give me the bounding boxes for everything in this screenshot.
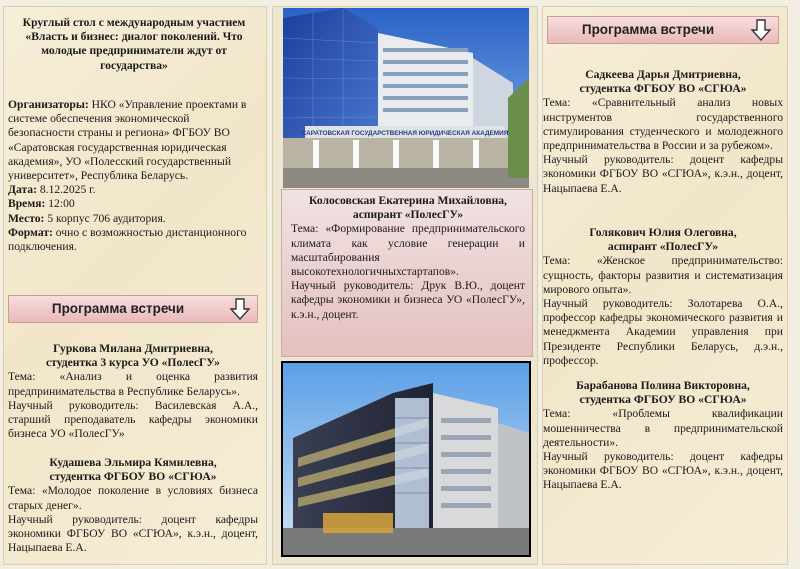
speaker-2 <box>8 456 258 555</box>
speaker-role: студентка ФГБОУ ВО «СГЮА» <box>49 470 217 484</box>
speaker-advisor: Научный руководитель: Друк В.Ю., доцент кафедры экономики и бизнеса УО «ПолесГУ», к.э.н., доцент. <box>291 279 525 321</box>
program-header-left <box>8 295 258 323</box>
speaker-name: Гуркова Милана Дмитриевна, <box>53 342 213 355</box>
speaker-advisor: Научный руководитель: Василевская А.А., старший преподаватель кафедры экономики бизнеса УО «ПолесГУ» <box>8 398 258 441</box>
speaker-role: студентка ФГБОУ ВО «СГЮА» <box>579 82 747 96</box>
speaker-topic: Тема: «Женское предпринимательство: сущность, факторы развития и систематизация мирового опыта». <box>543 254 783 296</box>
speaker-advisor: Научный руководитель: доцент кафедры экономики ФГБОУ ВО «СГЮА», к.э.н., доцент, Нацыпаева Е.А. <box>8 512 258 555</box>
speaker-topic: Тема: «Проблемы квалификации мошенничества в предпринимательской деятельности». <box>543 407 783 449</box>
speaker-topic: Тема: «Формирование предпринимательского климата как условие генерации и масштабирования высокотехнологичныхстартапов». <box>291 222 525 279</box>
speaker-role: студентка ФГБОУ ВО «СГЮА» <box>579 393 747 407</box>
speaker-name: Садкеева Дарья Дмитриевна, <box>585 68 741 81</box>
down-arrow-icon <box>229 298 251 320</box>
event-title <box>14 16 254 73</box>
place-label: Место: <box>8 211 45 225</box>
speaker-topic: Тема: «Анализ и оценка развития предпринимательства в Республике Беларусь». <box>8 370 258 398</box>
speaker-name: Барабанова Полина Викторовна, <box>576 379 750 392</box>
speaker-5 <box>543 226 783 368</box>
speaker-role: студентка 3 курса УО «ПолесГУ» <box>46 356 220 370</box>
down-arrow-icon <box>750 19 772 41</box>
speaker-topic: Тема: «Сравнительный анализ новых инструментов государственного стимулирования студенческого и молодежного предпринимательства в России и за рубежом». <box>543 96 783 153</box>
speaker-name: Кудашева Эльмира Кямилевна, <box>49 456 217 469</box>
speaker-name: Колосовская Екатерина Михайловна, <box>309 194 507 207</box>
university-building-photo <box>281 361 531 557</box>
speaker-advisor: Научный руководитель: доцент кафедры экономики ФГБОУ ВО «СГЮА», к.э.н., доцент, Нацыпаева Е.А. <box>543 450 783 492</box>
time-line <box>8 197 258 211</box>
speaker-3 <box>291 194 525 322</box>
speaker-topic: Тема: «Молодое поколение в условиях бизнеса старых денег». <box>8 484 258 512</box>
date-label: Дата: <box>8 183 37 197</box>
date-value: 8.12.2025 г. <box>36 183 96 197</box>
academy-sign-text: САРАТОВСКАЯ ГОСУДАРСТВЕННАЯ ЮРИДИЧЕСКАЯ АКАДЕМИЯ <box>301 130 509 137</box>
format-line <box>8 226 258 254</box>
program-header-right <box>547 16 779 44</box>
program-header-label: Программа встречи <box>51 301 185 316</box>
date-line <box>8 183 258 197</box>
event-details <box>8 98 258 254</box>
speaker-role: аспирант «ПолесГУ» <box>607 240 719 254</box>
speaker-name: Голякович Юлия Олеговна, <box>589 226 737 239</box>
speaker-role: аспирант «ПолесГУ» <box>352 208 464 222</box>
event-title-line2: «Власть и бизнес: диалог поколений. Что молодые предприниматели ждут от государства» <box>25 30 243 72</box>
place-line <box>8 212 258 226</box>
time-label: Время: <box>8 197 46 211</box>
program-header-label: Программа встречи <box>581 22 715 37</box>
academy-building-photo <box>283 8 529 188</box>
format-value: очно с возможностью дистанционного подключения. <box>8 225 247 254</box>
event-title-line1: Круглый стол с международным участием <box>22 16 246 29</box>
place-value: 5 корпус 706 аудитория. <box>44 211 166 225</box>
speaker-advisor: Научный руководитель: Золотарева О.А., профессор кафедры экономического развития и менеджмента Академии управления при Президенте Республики Беларусь, д.э.н., профессор. <box>543 297 783 367</box>
organizers-line <box>8 98 258 183</box>
speaker-4 <box>543 68 783 196</box>
speaker-6 <box>543 379 783 493</box>
speaker-advisor: Научный руководитель: доцент кафедры экономики ФГБОУ ВО «СГЮА», к.э.н., доцент, Нацыпаева Е.А. <box>543 153 783 195</box>
organizers-label: Организаторы: <box>8 98 89 111</box>
speaker-1 <box>8 342 258 441</box>
format-label: Формат: <box>8 225 53 239</box>
time-value: 12:00 <box>45 197 75 211</box>
organizers-text: НКО «Управление проектами в системе обеспечения экономической безопасности страны и региона» ФГБОУ ВО «Саратовская государственная юридическая академия», УО «Полесский государственный университет», Республика Беларусь. <box>8 98 247 183</box>
